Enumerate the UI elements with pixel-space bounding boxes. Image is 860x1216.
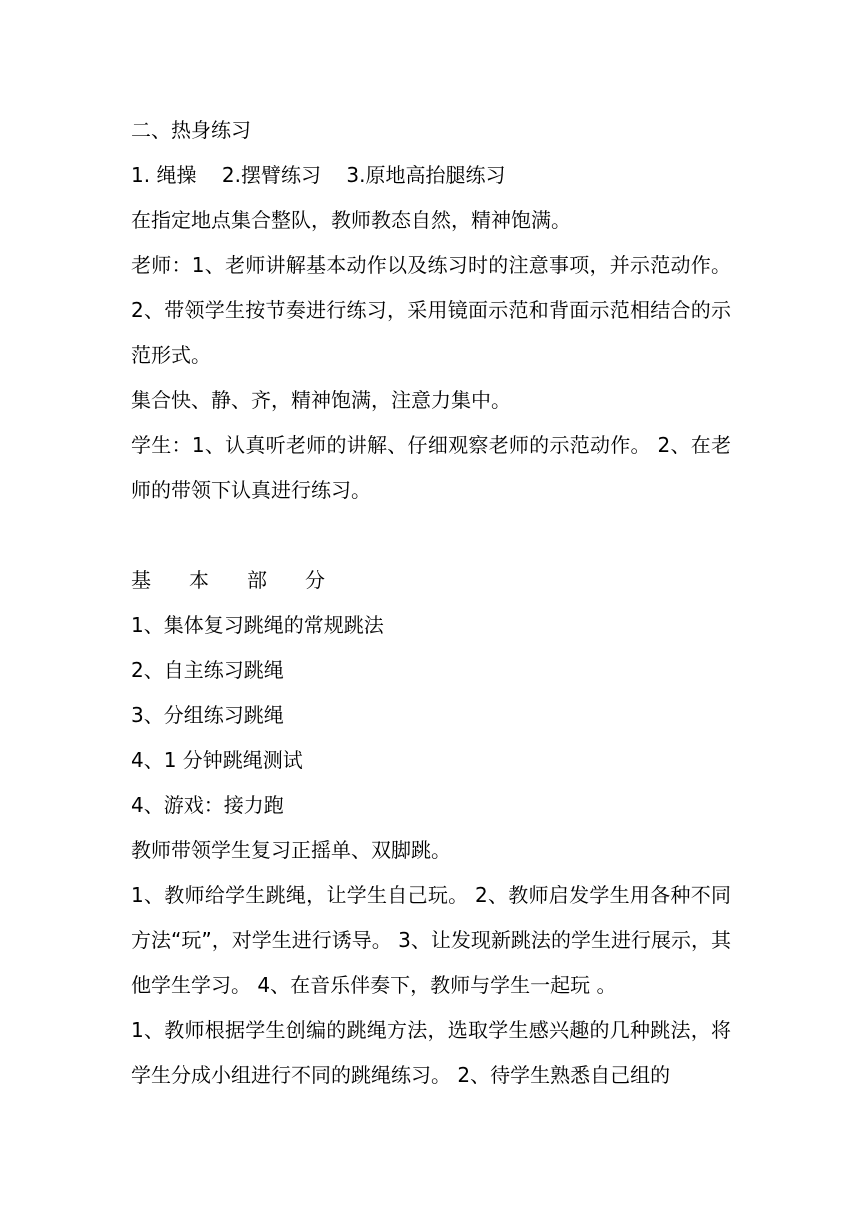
heading-char: 分	[305, 568, 325, 592]
section-heading-basic	[131, 558, 731, 603]
warmup-teacher-paragraph: 老师：1、老师讲解基本动作以及练习时的注意事项，并示范动作。 2、带领学生按节奏进行练习，采用镜面示范和背面示范相结合的示范形式。	[131, 253, 731, 367]
list-item: 4、1 分钟跳绳测试	[131, 748, 303, 772]
warmup-items-line: 1. 绳操 2.摆臂练习 3.原地高抬腿练习	[131, 163, 506, 187]
list-item: 2、自主练习跳绳	[131, 658, 284, 682]
list-item: 3、分组练习跳绳	[131, 703, 284, 727]
basic-paragraph-1: 教师带领学生复习正摇单、双脚跳。	[131, 838, 451, 862]
blank-line	[131, 513, 731, 558]
warmup-paragraph-1: 在指定地点集合整队，教师教态自然，精神饱满。	[131, 208, 571, 232]
basic-paragraph-2: 1、教师给学生跳绳，让学生自己玩。 2、教师启发学生用各种不同方法“玩”，对学生进行诱导。 3、让发现新跳法的学生进行展示，其他学生学习。 4、在音乐伴奏下，教师与学生一起玩 。	[131, 883, 731, 997]
basic-paragraph-3: 1、教师根据学生创编的跳绳方法，选取学生感兴趣的几种跳法，将学生分成小组进行不同的跳绳练习。 2、待学生熟悉自己组的	[131, 1018, 731, 1087]
section-heading-warmup: 二、热身练习	[131, 118, 251, 142]
document-body	[131, 108, 731, 1098]
heading-char: 本	[189, 568, 209, 592]
list-item: 4、游戏：接力跑	[131, 793, 284, 817]
warmup-paragraph-3: 集合快、静、齐，精神饱满，注意力集中。	[131, 388, 511, 412]
heading-char: 基	[131, 568, 151, 592]
list-item: 1、集体复习跳绳的常规跳法	[131, 613, 384, 637]
warmup-student-paragraph: 学生：1、认真听老师的讲解、仔细观察老师的示范动作。 2、在老师的带领下认真进行练习。	[131, 433, 731, 502]
heading-char: 部	[247, 568, 267, 592]
